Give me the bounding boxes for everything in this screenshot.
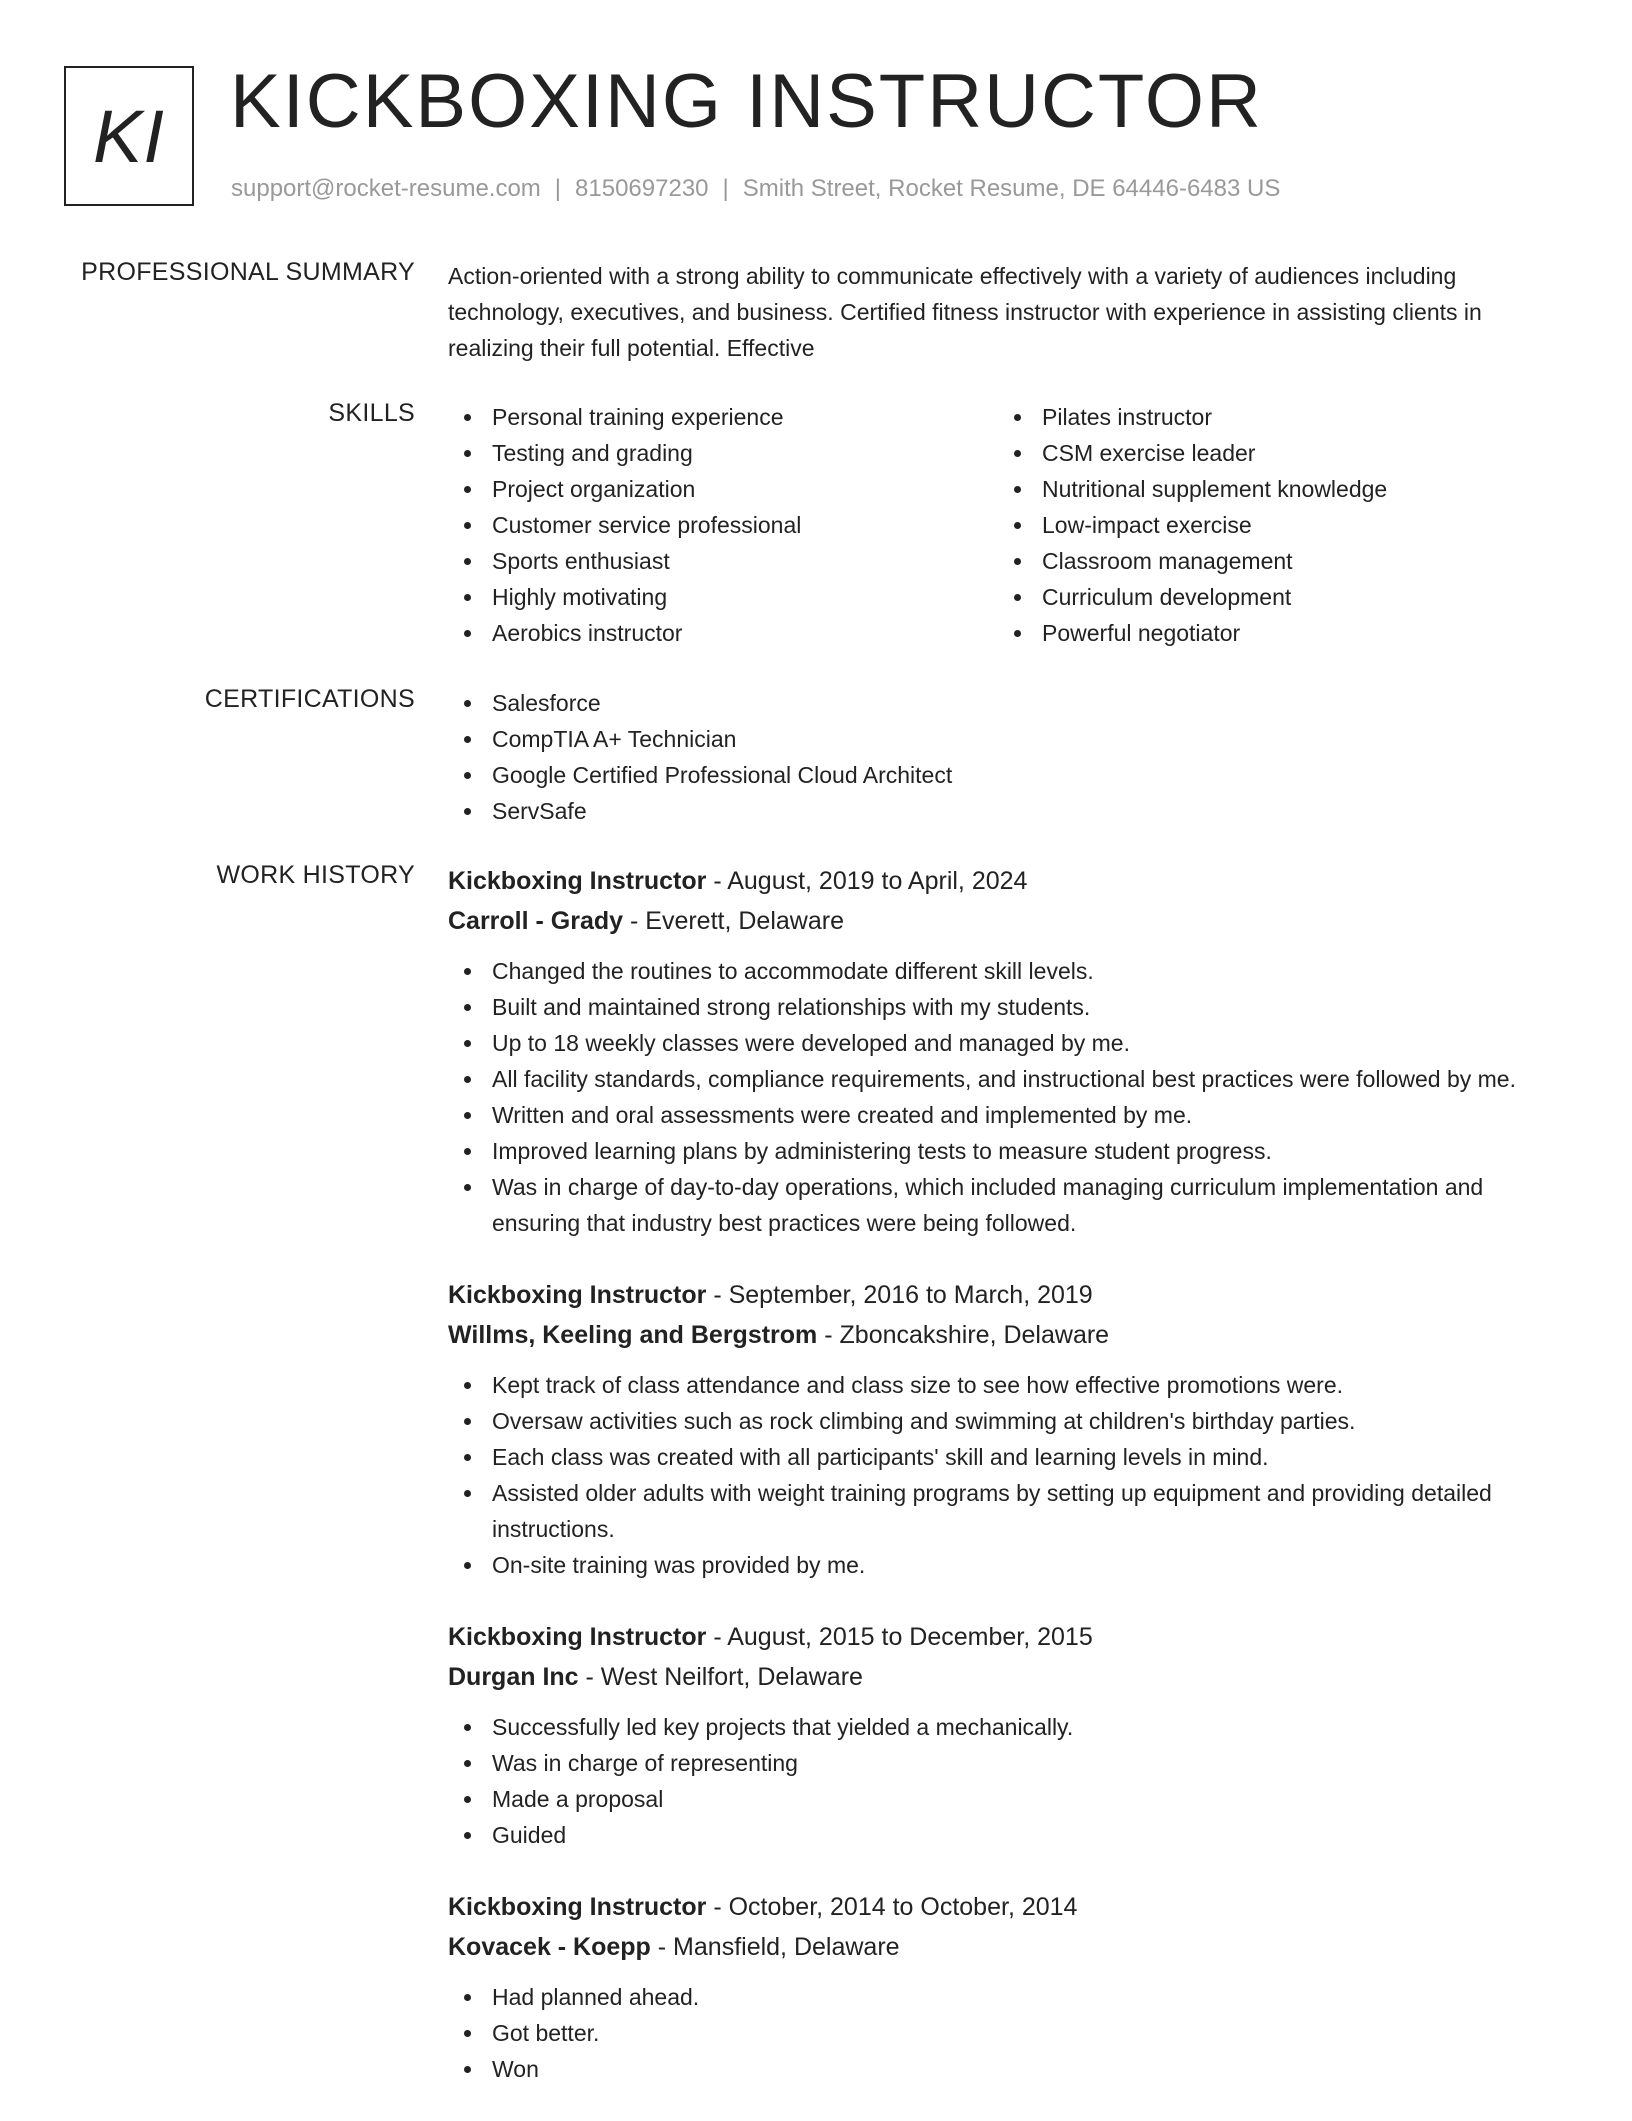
job-company-line (448, 1657, 1568, 1697)
job-location: - Mansfield, Delaware (650, 1933, 900, 1961)
skill-item: Sports enthusiast (448, 543, 998, 579)
contact-address: Smith Street, Rocket Resume, DE 64446-6483 US (742, 175, 1281, 202)
skill-item: Highly motivating (448, 579, 998, 615)
job-company: Carroll - Grady (448, 907, 624, 935)
skill-item: Project organization (448, 471, 998, 507)
monogram-text: KI (93, 94, 165, 178)
job-bullet: Built and maintained strong relationships with my students. (448, 989, 1568, 1025)
contact-line (231, 175, 1280, 203)
job-entry (448, 1617, 1568, 1853)
job-location: - Everett, Delaware (623, 907, 844, 935)
skills-list-right (998, 399, 1548, 651)
summary-text: Action-oriented with a strong ability to communicate effectively with a variety of audiences including technology, executives, and business. Certified fitness instructor with experience in assisting clients in realizing their full potential. Effective (448, 263, 1482, 361)
job-company: Durgan Inc (448, 1663, 579, 1691)
summary-heading: PROFESSIONAL SUMMARY (81, 258, 415, 286)
skill-item: CSM exercise leader (998, 435, 1548, 471)
skill-item: Curriculum development (998, 579, 1548, 615)
job-company: Willms, Keeling and Bergstrom (448, 1321, 818, 1349)
job-bullet: Won (448, 2051, 1568, 2087)
job-entry (448, 861, 1568, 1241)
certification-item: CompTIA A+ Technician (448, 721, 1568, 757)
job-bullet: Written and oral assessments were created and implemented by me. (448, 1097, 1568, 1133)
job-role: Kickboxing Instructor (448, 867, 707, 895)
job-bullet: Was in charge of day-to-day operations, which included managing curriculum implementation and ensuring that industry best practices were being followed. (448, 1169, 1568, 1241)
skill-item: Low-impact exercise (998, 507, 1548, 543)
job-entry (448, 1887, 1568, 2087)
skills-heading: SKILLS (328, 399, 415, 427)
job-bullet: Kept track of class attendance and class size to see how effective promotions were. (448, 1367, 1568, 1403)
job-entry (448, 1275, 1568, 1583)
job-bullet: On-site training was provided by me. (448, 1547, 1568, 1583)
job-bullet: Improved learning plans by administering tests to measure student progress. (448, 1133, 1568, 1169)
job-role: Kickboxing Instructor (448, 1281, 707, 1309)
job-bullets (448, 1367, 1568, 1583)
certifications-heading: CERTIFICATIONS (204, 685, 415, 713)
job-title-line (448, 861, 1568, 901)
job-location: - West Neilfort, Delaware (578, 1663, 863, 1691)
job-bullets (448, 1709, 1568, 1853)
skill-item: Nutritional supplement knowledge (998, 471, 1548, 507)
job-company: Kovacek - Koepp (448, 1933, 651, 1961)
skill-item: Pilates instructor (998, 399, 1548, 435)
job-dates: - September, 2016 to March, 2019 (706, 1281, 1093, 1309)
certification-item: Google Certified Professional Cloud Architect (448, 757, 1568, 793)
job-bullet: Had planned ahead. (448, 1979, 1568, 2015)
work-history-heading: WORK HISTORY (216, 861, 415, 889)
monogram-box (64, 66, 194, 206)
job-title-line (448, 1887, 1568, 1927)
skill-item: Classroom management (998, 543, 1548, 579)
job-bullet: Each class was created with all participants' skill and learning levels in mind. (448, 1439, 1568, 1475)
job-bullet: Made a proposal (448, 1781, 1568, 1817)
job-bullet: Successfully led key projects that yielded a mechanically. (448, 1709, 1568, 1745)
job-bullet: Changed the routines to accommodate different skill levels. (448, 953, 1568, 989)
job-role: Kickboxing Instructor (448, 1623, 707, 1651)
skill-item: Powerful negotiator (998, 615, 1548, 651)
certifications-list (448, 685, 1568, 829)
job-location: - Zboncakshire, Delaware (817, 1321, 1110, 1349)
job-bullet: Got better. (448, 2015, 1568, 2051)
job-bullets (448, 953, 1568, 1241)
job-dates: - August, 2019 to April, 2024 (706, 867, 1028, 895)
job-bullet: Guided (448, 1817, 1568, 1853)
job-title-line (448, 1275, 1568, 1315)
job-bullet: Up to 18 weekly classes were developed and managed by me. (448, 1025, 1568, 1061)
job-bullet: Assisted older adults with weight training programs by setting up equipment and providing detailed instructions. (448, 1475, 1568, 1547)
job-company-line (448, 1927, 1568, 1967)
skill-item: Customer service professional (448, 507, 998, 543)
skill-item: Testing and grading (448, 435, 998, 471)
certification-item: ServSafe (448, 793, 1568, 829)
contact-separator: | (554, 175, 562, 202)
job-role: Kickboxing Instructor (448, 1893, 707, 1921)
skill-item: Personal training experience (448, 399, 998, 435)
contact-email[interactable]: support@rocket-resume.com (231, 175, 541, 202)
job-company-line (448, 1315, 1568, 1355)
contact-phone[interactable]: 8150697230 (575, 175, 709, 202)
job-bullets (448, 1979, 1568, 2087)
job-dates: - August, 2015 to December, 2015 (706, 1623, 1093, 1651)
job-bullet: All facility standards, compliance requirements, and instructional best practices were followed by me. (448, 1061, 1568, 1097)
job-title-line (448, 1617, 1568, 1657)
skill-item: Aerobics instructor (448, 615, 998, 651)
resume-name: KICKBOXING INSTRUCTOR (230, 59, 1263, 144)
skills-list-left (448, 399, 998, 651)
job-bullet: Was in charge of representing (448, 1745, 1568, 1781)
job-company-line (448, 901, 1568, 941)
job-dates: - October, 2014 to October, 2014 (706, 1893, 1078, 1921)
contact-separator: | (722, 175, 729, 202)
job-bullet: Oversaw activities such as rock climbing and swimming at children's birthday parties. (448, 1403, 1568, 1439)
certification-item: Salesforce (448, 685, 1568, 721)
